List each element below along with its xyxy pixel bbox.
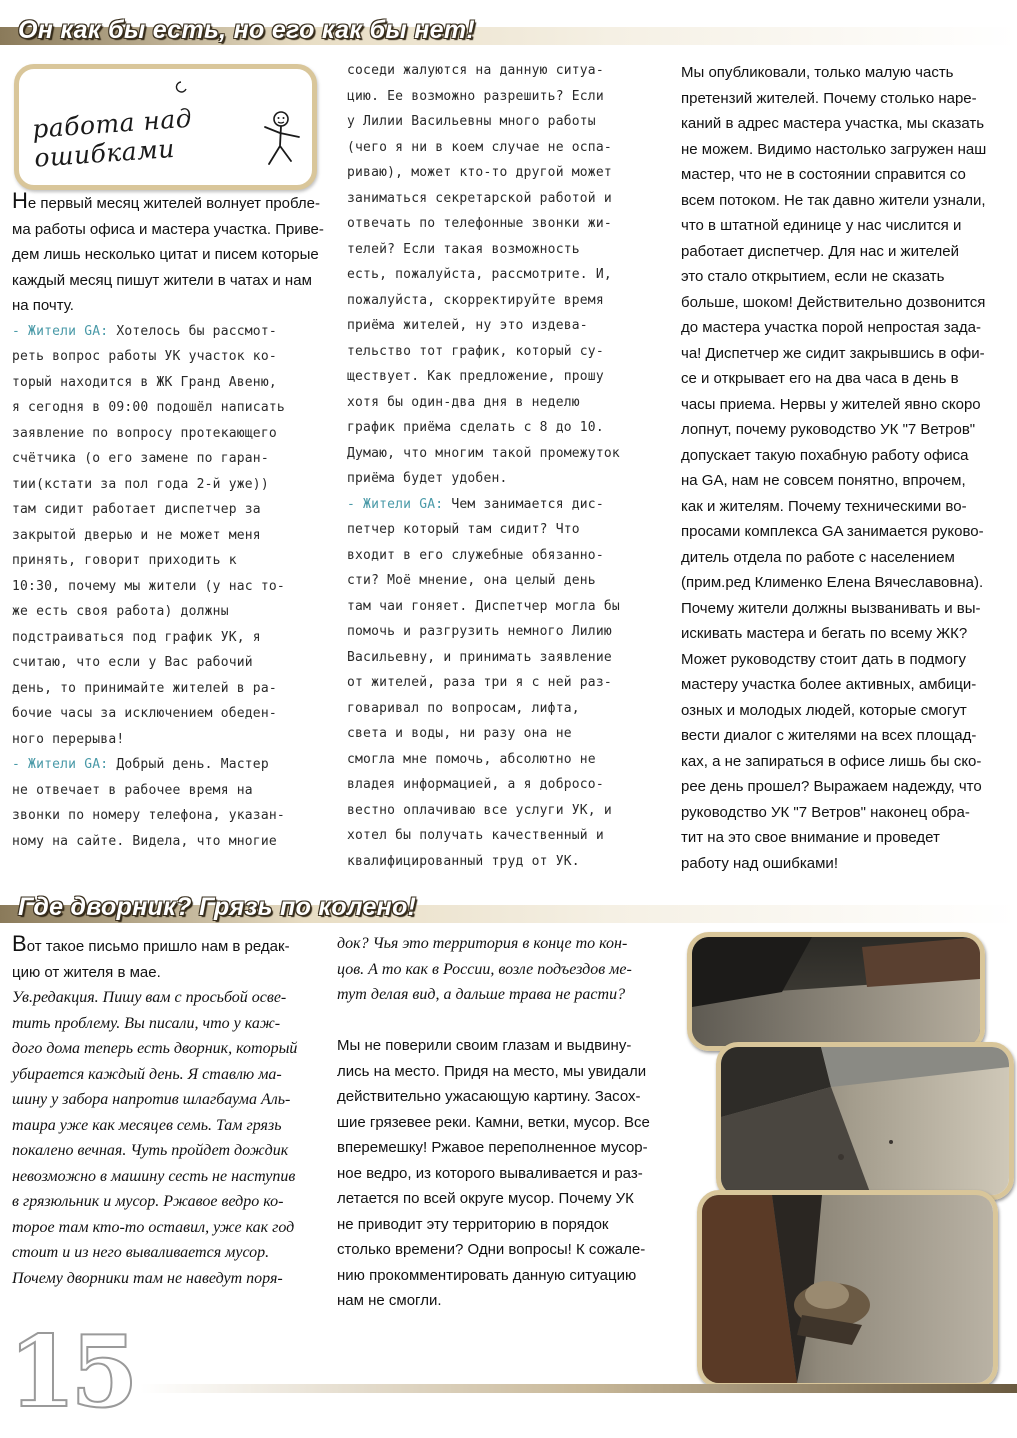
editorial-line: озных и молодых людей, которые смогут bbox=[681, 701, 967, 719]
letter-line: док? Чья это территория в конце то кон- bbox=[337, 935, 628, 952]
editorial-line: до мастера участка порой непростая зада- bbox=[681, 319, 982, 336]
quote-line: риваю), может кто-то другой может bbox=[347, 165, 612, 180]
quote-line: тии(кстати за пол года 2-й уже)) bbox=[12, 476, 269, 492]
editorial-line: допускает такую похабную работу офиса bbox=[681, 446, 969, 464]
intro-line: Не первый месяц жителей волнует пробле- bbox=[12, 188, 321, 213]
letter-line: тут делая вид, а дальше трава не расти? bbox=[337, 986, 626, 1003]
article2-col-1 bbox=[12, 931, 322, 1291]
quote-line: заниматься секретарской работой и bbox=[347, 190, 612, 206]
reader-letter bbox=[12, 985, 322, 1291]
editorial-line: Может руководству стоит дать в подмогу bbox=[681, 650, 966, 668]
quote-line: вестно оплачиваю все услуги УК, и bbox=[347, 802, 612, 818]
quote-line: же есть своя работа) должны bbox=[12, 604, 229, 619]
quote-line: приёма будет удобен. bbox=[347, 471, 508, 486]
reader-letter-continued bbox=[337, 931, 667, 1008]
letter-line: в грязюльник и мусор. Ржавое ведро ко- bbox=[12, 1193, 284, 1210]
intro-paragraph bbox=[12, 931, 322, 985]
resident-quote-3 bbox=[347, 492, 667, 875]
editorial-line: шие грязевее реки. Камни, ветки, мусор. Все bbox=[337, 1113, 650, 1131]
letter-line: цов. А то как в России, возле подъездов ме- bbox=[337, 960, 632, 978]
quote-line: от жителей, раза три я с ней раз- bbox=[347, 675, 612, 690]
letter-line: невозможно в машину сесть не наступив bbox=[12, 1167, 296, 1185]
editorial-line: Почему жители должны вызванивать и вы- bbox=[681, 599, 981, 617]
article-col-1 bbox=[12, 188, 332, 854]
quote-line: приёма жителей, ну это издева- bbox=[347, 318, 588, 333]
photo-courtyard-1 bbox=[687, 932, 985, 1051]
editorial-line: искивать мастера и бегать по всему ЖК? bbox=[681, 625, 968, 642]
article-col-3 bbox=[681, 60, 1011, 876]
quote-line: (чего я ни в коем случае не оспа- bbox=[347, 139, 612, 155]
intro-line: на почту. bbox=[12, 297, 74, 314]
editorial-line: дитель отдела по работе с населением bbox=[681, 548, 955, 566]
resident-quote-2 bbox=[12, 752, 332, 854]
logo-box bbox=[14, 64, 317, 190]
editorial-line: работает диспетчер. Для нас и жителей bbox=[681, 242, 959, 260]
dropcap: В bbox=[12, 931, 27, 956]
quote-line: смогла мне помочь, абсолютно не bbox=[347, 751, 596, 767]
quote-line: Васильевну, и принимать заявление bbox=[347, 649, 612, 665]
editorial-line: столько времени? Одни вопросы! К сожале- bbox=[337, 1241, 646, 1258]
quote-line: есть, пожалуйста, рассмотрите. И, bbox=[347, 267, 612, 282]
quote-line: график приёма сделать с 8 до 10. bbox=[347, 420, 604, 435]
letter-line: стоит и из него вываливается мусор. bbox=[12, 1244, 270, 1261]
editorial-response bbox=[337, 1033, 667, 1314]
intro-line: ма работы офиса и мастера участка. Приве- bbox=[12, 220, 324, 238]
editorial-line: больше, шоком! Действительно дозвонится bbox=[681, 293, 986, 311]
letter-line: шину у забора напротив шлагбаума Аль- bbox=[12, 1091, 291, 1108]
section-title: Он как бы есть, но его как бы нет! bbox=[18, 16, 476, 44]
quote-line: Добрый день. Мастер bbox=[108, 757, 269, 772]
quote-line: цию. Ее возможно разрешить? Если bbox=[347, 88, 604, 104]
editorial-line: Мы опубликовали, только малую часть bbox=[681, 64, 954, 81]
quote-line: день, то принимайте жителей в ра- bbox=[12, 680, 277, 696]
page-number: 15 bbox=[8, 1315, 133, 1430]
editorial-line: ча! Диспетчер же сидит закрывшись в офи- bbox=[681, 344, 985, 362]
quote-line: сти? Моё мнение, она целый день bbox=[347, 573, 596, 588]
quote-line: я сегодня в 09:00 подошёл написать bbox=[12, 400, 285, 415]
photo-rusty-bin bbox=[697, 1190, 998, 1388]
editorial-line: действительно ужасающую картину. Засох- bbox=[337, 1088, 641, 1105]
quote-line: там сидит работает диспетчер за bbox=[12, 502, 261, 517]
editorial-line: летается по всей округе мусор. Почему УК bbox=[337, 1190, 634, 1207]
photo-rusty-bin-image bbox=[702, 1195, 993, 1383]
intro-line: от такое письмо пришло нам в редак- bbox=[26, 938, 290, 955]
quote-label: - Жители GA: bbox=[347, 496, 444, 512]
quote-line: счётчика (о его замене по гаран- bbox=[12, 451, 269, 466]
editorial-line: это стало открытием, если не сказать bbox=[681, 268, 945, 285]
letter-line: дого дома теперь есть дворник, который bbox=[12, 1040, 298, 1057]
editorial-line: работу над ошибками! bbox=[681, 854, 838, 872]
dropcap: Н bbox=[12, 188, 28, 213]
article2-col-2 bbox=[337, 931, 667, 1314]
editorial-line: всем потоком. Не так давно жители узнали, bbox=[681, 191, 986, 209]
photo-courtyard-1-image bbox=[692, 937, 980, 1046]
swirl-icon bbox=[171, 79, 191, 99]
quote-line: ществует. Как предложение, прошу bbox=[347, 369, 604, 384]
intro-paragraph bbox=[12, 188, 332, 319]
quote-line: хотя бы один-два дня в неделю bbox=[347, 394, 580, 410]
quote-line: помочь и разгрузить немного Лилию bbox=[347, 624, 612, 639]
quote-line: у Лилии Васильевны много работы bbox=[347, 114, 596, 129]
letter-line: тить проблему. Вы писали, что у каж- bbox=[12, 1014, 281, 1032]
section-title: Где дворник? Грязь по колено! bbox=[18, 893, 417, 921]
editorial-line: нию прокомментировать данную ситуацию bbox=[337, 1266, 637, 1284]
quote-line: бочие часы за исключением обеден- bbox=[12, 706, 277, 721]
quote-line: подстраиваться под график УК, я bbox=[12, 629, 261, 645]
editorial-line: мастеру участка более активных, амбици- bbox=[681, 676, 977, 693]
quote-line: торый находится в ЖК Гранд Авеню, bbox=[12, 374, 277, 390]
editorial-line: мастер, что не в состоянии справится со bbox=[681, 166, 966, 183]
quote-line: заявление по вопросу протекающего bbox=[12, 425, 277, 441]
letter-line: Ув.редакция. Пишу вам с просьбой осве- bbox=[12, 989, 287, 1006]
quote-line: телей? Если такая возможность bbox=[347, 241, 580, 257]
intro-line: дем лишь несколько цитат и писем которые bbox=[12, 246, 319, 263]
quote-line: владея информацией, а я добросо- bbox=[347, 777, 604, 792]
stick-figure-icon bbox=[259, 109, 305, 169]
intro-line: цию от жителя в мае. bbox=[12, 963, 161, 981]
letter-line: Почему дворники там не наведут поря- bbox=[12, 1269, 283, 1287]
quote-label: - Жители GA: bbox=[12, 757, 109, 772]
logo-handwritten-text: работа над ошибками bbox=[31, 103, 193, 173]
quote-line: закрытой дверью и не может меня bbox=[12, 527, 261, 543]
photo-courtyard-2 bbox=[716, 1042, 1014, 1200]
editorial-line: тит на это свое внимание и проведет bbox=[681, 829, 940, 846]
resident-quote-1 bbox=[12, 319, 332, 753]
quote-line: квалифицированный труд от УК. bbox=[347, 853, 580, 869]
article-col-2 bbox=[347, 58, 667, 874]
quote-label: - Жители GA: bbox=[12, 323, 109, 339]
quote-line: хотел бы получать качественный и bbox=[347, 828, 604, 843]
footer-rule bbox=[140, 1384, 1017, 1393]
quote-line: тельство тот график, который су- bbox=[347, 343, 604, 359]
editorial-line: не приводит эту территорию в порядок bbox=[337, 1215, 609, 1233]
editorial-line: каний в адрес мастера участка, мы сказать bbox=[681, 115, 985, 132]
quote-line: считаю, что если у Вас рабочий bbox=[12, 655, 253, 670]
quote-line: Думаю, что многим такой промежуток bbox=[347, 445, 620, 461]
editorial-line: на GA, нам не совсем понятно, впрочем, bbox=[681, 472, 966, 489]
quote-line: реть вопрос работы УК участок ко- bbox=[12, 349, 277, 364]
photo-courtyard-2-image bbox=[721, 1047, 1009, 1195]
paragraph-gap bbox=[337, 1008, 667, 1034]
editorial-line: не можем. Видимо настолько загружен наш bbox=[681, 140, 987, 158]
editorial-line: рее день прошел? Выражаем надежду, что bbox=[681, 778, 982, 795]
editorial-line: лись на место. Придя на место, мы увидали bbox=[337, 1062, 647, 1080]
quote-line: ного перерыва! bbox=[12, 731, 125, 747]
editorial-line: нам не смогли. bbox=[337, 1292, 442, 1309]
editorial-line: Мы не поверили своим глазам и выдвину- bbox=[337, 1037, 632, 1054]
letter-line: покалено вечная. Чуть пройдет дождик bbox=[12, 1142, 289, 1159]
quote-line: пожалуйста, скорректируйте время bbox=[347, 292, 604, 308]
letter-line: торое там кто-то оставил, уже как год bbox=[12, 1218, 295, 1236]
editorial-line: ках, а не запираться в офисе лишь бы ско- bbox=[681, 752, 982, 770]
quote-line: ному на сайте. Видела, что многие bbox=[12, 833, 277, 849]
editorial-line: руководство УК "7 Ветров" наконец обра- bbox=[681, 803, 970, 821]
letter-line: таира уже как месяцев семь. Там грязь bbox=[12, 1116, 282, 1134]
quote-line: звонки по номеру телефона, указан- bbox=[12, 808, 285, 823]
editorial-line: претензий жителей. Почему столько наре- bbox=[681, 89, 977, 107]
quote-line: соседи жалуются на данную ситуа- bbox=[347, 63, 604, 78]
quote-line: света и воды, ни разу она не bbox=[347, 726, 572, 741]
quote-line: говаривал по вопросам, лифта, bbox=[347, 700, 580, 716]
intro-line: каждый месяц пишут жители в чатах и нам bbox=[12, 271, 312, 289]
editorial-line: се и открывает его на два часа в день в bbox=[681, 370, 959, 387]
quote-line: петчер который там сидит? Что bbox=[347, 522, 580, 537]
quote-line: не отвечает в рабочее время на bbox=[12, 782, 253, 798]
editorial-line: вперемешку! Ржавое переполненное мусор- bbox=[337, 1139, 648, 1156]
editorial-line: ное ведро, из которого вываливается и раз- bbox=[337, 1164, 643, 1182]
quote-line: отвечать по телефонные звонки жи- bbox=[347, 216, 612, 231]
editorial-line: что в штатной единице у нас числится и bbox=[681, 217, 962, 234]
quote-line: Чем занимается дис- bbox=[443, 496, 604, 512]
editorial-line: как и жителям. Почему техническими во- bbox=[681, 497, 967, 515]
quote-line: Хотелось бы рассмот- bbox=[108, 323, 277, 339]
quote-line: 10:30, почему мы жители (у нас то- bbox=[12, 578, 285, 594]
quote-line: принять, говорит приходить к bbox=[12, 553, 237, 568]
editorial-line: лопнут, почему руководство УК "7 Ветров" bbox=[681, 421, 976, 438]
resident-quote-2-continued bbox=[347, 58, 667, 492]
editorial-line: вести диалог с жителями на всех площад- bbox=[681, 727, 977, 744]
quote-line: входит в его служебные обязанно- bbox=[347, 547, 604, 563]
editorial-line: (прим.ред Клименко Елена Вячеславовна). bbox=[681, 574, 984, 591]
editorial-line: просами комплекса GA занимается руково- bbox=[681, 523, 984, 540]
quote-line: там чаи гоняет. Диспетчер могла бы bbox=[347, 598, 620, 614]
editorial-line: часы приема. Нервы у жителей явно скоро bbox=[681, 395, 981, 413]
letter-line: убирается каждый день. Я ставлю ма- bbox=[12, 1065, 282, 1083]
